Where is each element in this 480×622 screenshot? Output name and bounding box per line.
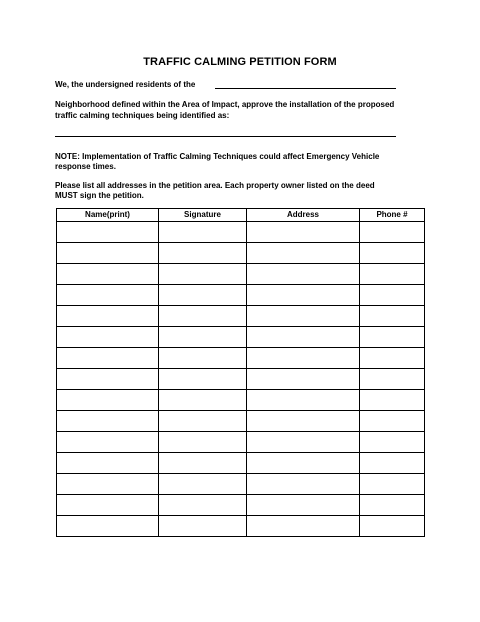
table-row <box>57 327 425 348</box>
signature-cell[interactable] <box>159 348 247 369</box>
table-header-row <box>57 209 425 222</box>
address-cell[interactable] <box>247 222 360 243</box>
signature-cell[interactable] <box>159 495 247 516</box>
neighborhood-blank-line[interactable] <box>215 88 396 89</box>
table-row <box>57 495 425 516</box>
address-cell[interactable] <box>247 411 360 432</box>
phone-cell[interactable] <box>360 516 425 537</box>
signature-cell[interactable] <box>159 285 247 306</box>
table-row <box>57 411 425 432</box>
address-cell[interactable] <box>247 495 360 516</box>
signature-cell[interactable] <box>159 432 247 453</box>
table-row <box>57 474 425 495</box>
table-row <box>57 390 425 411</box>
signature-cell[interactable] <box>159 327 247 348</box>
phone-cell[interactable] <box>360 432 425 453</box>
instructions-line-2: MUST sign the petition. <box>55 191 144 200</box>
address-cell[interactable] <box>247 369 360 390</box>
phone-cell[interactable] <box>360 474 425 495</box>
phone-cell[interactable] <box>360 222 425 243</box>
form-title: TRAFFIC CALMING PETITION FORM <box>143 56 337 68</box>
signature-cell[interactable] <box>159 411 247 432</box>
signature-cell[interactable] <box>159 453 247 474</box>
phone-cell[interactable] <box>360 264 425 285</box>
address-cell[interactable] <box>247 432 360 453</box>
address-cell[interactable] <box>247 264 360 285</box>
name-cell[interactable] <box>57 411 159 432</box>
signature-cell[interactable] <box>159 306 247 327</box>
phone-cell[interactable] <box>360 453 425 474</box>
approval-statement-line-2: traffic calming techniques being identified as: <box>55 111 230 120</box>
table-row <box>57 516 425 537</box>
phone-cell[interactable] <box>360 306 425 327</box>
phone-cell[interactable] <box>360 495 425 516</box>
instructions-line-1: Please list all addresses in the petition area. Each property owner listed on the deed <box>55 181 375 190</box>
name-cell[interactable] <box>57 432 159 453</box>
table-row <box>57 264 425 285</box>
phone-cell[interactable] <box>360 327 425 348</box>
residents-statement: We, the undersigned residents of the <box>55 80 196 89</box>
column-header-address: Address <box>247 209 360 222</box>
note-line-2: response times. <box>55 162 116 171</box>
address-cell[interactable] <box>247 243 360 264</box>
techniques-blank-line[interactable] <box>55 136 396 137</box>
name-cell[interactable] <box>57 285 159 306</box>
name-cell[interactable] <box>57 264 159 285</box>
address-cell[interactable] <box>247 474 360 495</box>
table-row <box>57 348 425 369</box>
petition-table <box>56 208 425 537</box>
phone-cell[interactable] <box>360 390 425 411</box>
signature-cell[interactable] <box>159 390 247 411</box>
petition-rows <box>57 222 425 537</box>
name-cell[interactable] <box>57 369 159 390</box>
address-cell[interactable] <box>247 285 360 306</box>
name-cell[interactable] <box>57 516 159 537</box>
table-row <box>57 243 425 264</box>
signature-cell[interactable] <box>159 222 247 243</box>
table-row <box>57 369 425 390</box>
address-cell[interactable] <box>247 390 360 411</box>
address-cell[interactable] <box>247 348 360 369</box>
table-row <box>57 432 425 453</box>
signature-cell[interactable] <box>159 474 247 495</box>
signature-cell[interactable] <box>159 243 247 264</box>
table-row <box>57 453 425 474</box>
name-cell[interactable] <box>57 327 159 348</box>
table-row <box>57 285 425 306</box>
note-line-1: NOTE: Implementation of Traffic Calming Techniques could affect Emergency Vehicle <box>55 152 380 161</box>
address-cell[interactable] <box>247 453 360 474</box>
column-header-name: Name(print) <box>57 209 159 222</box>
address-cell[interactable] <box>247 516 360 537</box>
phone-cell[interactable] <box>360 285 425 306</box>
name-cell[interactable] <box>57 222 159 243</box>
phone-cell[interactable] <box>360 243 425 264</box>
column-header-signature: Signature <box>159 209 247 222</box>
phone-cell[interactable] <box>360 369 425 390</box>
phone-cell[interactable] <box>360 411 425 432</box>
name-cell[interactable] <box>57 495 159 516</box>
table-row <box>57 306 425 327</box>
name-cell[interactable] <box>57 390 159 411</box>
signature-cell[interactable] <box>159 516 247 537</box>
column-header-phone: Phone # <box>360 209 425 222</box>
name-cell[interactable] <box>57 348 159 369</box>
table-row <box>57 222 425 243</box>
approval-statement-line-1: Neighborhood defined within the Area of Impact, approve the installation of the proposed <box>55 100 395 109</box>
signature-cell[interactable] <box>159 264 247 285</box>
address-cell[interactable] <box>247 327 360 348</box>
name-cell[interactable] <box>57 453 159 474</box>
name-cell[interactable] <box>57 306 159 327</box>
address-cell[interactable] <box>247 306 360 327</box>
signature-cell[interactable] <box>159 369 247 390</box>
phone-cell[interactable] <box>360 348 425 369</box>
name-cell[interactable] <box>57 474 159 495</box>
name-cell[interactable] <box>57 243 159 264</box>
